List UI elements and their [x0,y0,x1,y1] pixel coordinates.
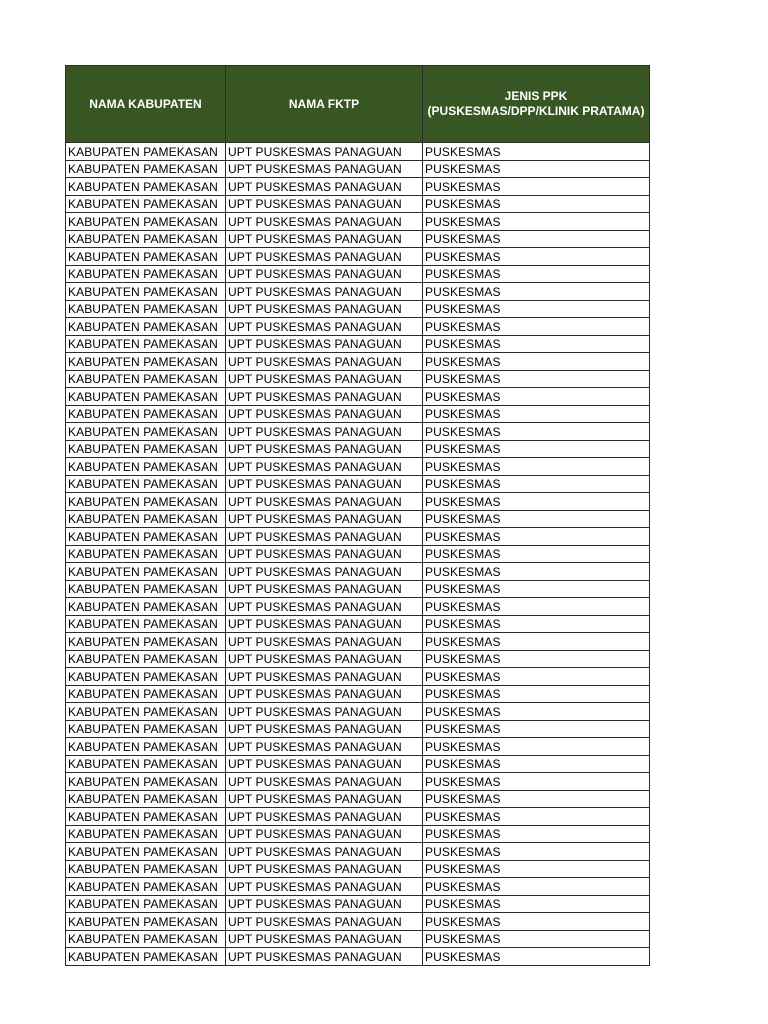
cell-nama-fktp: UPT PUSKESMAS PANAGUAN [226,913,423,931]
cell-nama-kabupaten: KABUPATEN PAMEKASAN [66,563,226,581]
table-row [66,615,650,633]
cell-nama-kabupaten: KABUPATEN PAMEKASAN [66,370,226,388]
data-table [65,65,650,966]
table-row [66,878,650,896]
cell-jenis-ppk: PUSKESMAS [423,388,650,406]
cell-nama-kabupaten: KABUPATEN PAMEKASAN [66,685,226,703]
cell-nama-fktp: UPT PUSKESMAS PANAGUAN [226,283,423,301]
table-row [66,370,650,388]
cell-nama-fktp: UPT PUSKESMAS PANAGUAN [226,510,423,528]
cell-jenis-ppk: PUSKESMAS [423,283,650,301]
cell-nama-fktp: UPT PUSKESMAS PANAGUAN [226,615,423,633]
cell-nama-kabupaten: KABUPATEN PAMEKASAN [66,405,226,423]
table-row [66,545,650,563]
cell-nama-kabupaten: KABUPATEN PAMEKASAN [66,773,226,791]
cell-nama-fktp: UPT PUSKESMAS PANAGUAN [226,493,423,511]
cell-nama-kabupaten: KABUPATEN PAMEKASAN [66,143,226,161]
table-row [66,668,650,686]
table-row [66,773,650,791]
table-row [66,335,650,353]
cell-nama-fktp: UPT PUSKESMAS PANAGUAN [226,370,423,388]
cell-nama-kabupaten: KABUPATEN PAMEKASAN [66,843,226,861]
table-row [66,493,650,511]
cell-jenis-ppk: PUSKESMAS [423,580,650,598]
cell-jenis-ppk: PUSKESMAS [423,300,650,318]
header-nama-fktp-label: NAMA FKTP [288,96,360,111]
cell-nama-fktp: UPT PUSKESMAS PANAGUAN [226,843,423,861]
table-row [66,265,650,283]
cell-jenis-ppk: PUSKESMAS [423,213,650,231]
cell-nama-fktp: UPT PUSKESMAS PANAGUAN [226,755,423,773]
cell-nama-fktp: UPT PUSKESMAS PANAGUAN [226,248,423,266]
cell-nama-fktp: UPT PUSKESMAS PANAGUAN [226,178,423,196]
cell-nama-fktp: UPT PUSKESMAS PANAGUAN [226,300,423,318]
cell-nama-kabupaten: KABUPATEN PAMEKASAN [66,703,226,721]
cell-nama-kabupaten: KABUPATEN PAMEKASAN [66,720,226,738]
cell-nama-kabupaten: KABUPATEN PAMEKASAN [66,440,226,458]
cell-nama-kabupaten: KABUPATEN PAMEKASAN [66,860,226,878]
cell-nama-kabupaten: KABUPATEN PAMEKASAN [66,265,226,283]
cell-nama-kabupaten: KABUPATEN PAMEKASAN [66,633,226,651]
cell-jenis-ppk: PUSKESMAS [423,160,650,178]
table-row [66,650,650,668]
table-row [66,388,650,406]
cell-jenis-ppk: PUSKESMAS [423,563,650,581]
cell-nama-fktp: UPT PUSKESMAS PANAGUAN [226,930,423,948]
cell-nama-kabupaten: KABUPATEN PAMEKASAN [66,895,226,913]
header-jenis-ppk [423,66,650,143]
cell-jenis-ppk: PUSKESMAS [423,843,650,861]
table-row [66,913,650,931]
table-row [66,528,650,546]
cell-jenis-ppk: PUSKESMAS [423,685,650,703]
cell-jenis-ppk: PUSKESMAS [423,948,650,966]
cell-nama-kabupaten: KABUPATEN PAMEKASAN [66,790,226,808]
cell-nama-fktp: UPT PUSKESMAS PANAGUAN [226,143,423,161]
cell-nama-fktp: UPT PUSKESMAS PANAGUAN [226,440,423,458]
table-row [66,510,650,528]
cell-jenis-ppk: PUSKESMAS [423,545,650,563]
table-row [66,195,650,213]
cell-nama-kabupaten: KABUPATEN PAMEKASAN [66,668,226,686]
table-row [66,230,650,248]
cell-nama-fktp: UPT PUSKESMAS PANAGUAN [226,948,423,966]
cell-nama-fktp: UPT PUSKESMAS PANAGUAN [226,720,423,738]
table-row [66,423,650,441]
cell-jenis-ppk: PUSKESMAS [423,790,650,808]
cell-jenis-ppk: PUSKESMAS [423,738,650,756]
cell-nama-kabupaten: KABUPATEN PAMEKASAN [66,423,226,441]
table-row [66,720,650,738]
cell-nama-kabupaten: KABUPATEN PAMEKASAN [66,878,226,896]
cell-nama-fktp: UPT PUSKESMAS PANAGUAN [226,388,423,406]
table-row [66,790,650,808]
cell-nama-fktp: UPT PUSKESMAS PANAGUAN [226,895,423,913]
cell-nama-kabupaten: KABUPATEN PAMEKASAN [66,913,226,931]
cell-jenis-ppk: PUSKESMAS [423,860,650,878]
table-row [66,353,650,371]
cell-nama-fktp: UPT PUSKESMAS PANAGUAN [226,160,423,178]
cell-jenis-ppk: PUSKESMAS [423,773,650,791]
table-row [66,703,650,721]
cell-jenis-ppk: PUSKESMAS [423,510,650,528]
cell-nama-fktp: UPT PUSKESMAS PANAGUAN [226,405,423,423]
cell-nama-fktp: UPT PUSKESMAS PANAGUAN [226,230,423,248]
header-row [66,66,650,143]
table-row [66,440,650,458]
cell-nama-fktp: UPT PUSKESMAS PANAGUAN [226,773,423,791]
cell-nama-fktp: UPT PUSKESMAS PANAGUAN [226,353,423,371]
cell-nama-kabupaten: KABUPATEN PAMEKASAN [66,388,226,406]
cell-nama-fktp: UPT PUSKESMAS PANAGUAN [226,668,423,686]
table-row [66,755,650,773]
table-row [66,475,650,493]
cell-jenis-ppk: PUSKESMAS [423,248,650,266]
cell-nama-kabupaten: KABUPATEN PAMEKASAN [66,545,226,563]
cell-jenis-ppk: PUSKESMAS [423,335,650,353]
cell-nama-fktp: UPT PUSKESMAS PANAGUAN [226,685,423,703]
cell-nama-fktp: UPT PUSKESMAS PANAGUAN [226,335,423,353]
cell-jenis-ppk: PUSKESMAS [423,930,650,948]
cell-nama-fktp: UPT PUSKESMAS PANAGUAN [226,790,423,808]
cell-nama-kabupaten: KABUPATEN PAMEKASAN [66,528,226,546]
cell-nama-kabupaten: KABUPATEN PAMEKASAN [66,178,226,196]
cell-jenis-ppk: PUSKESMAS [423,808,650,826]
cell-nama-fktp: UPT PUSKESMAS PANAGUAN [226,650,423,668]
table-row [66,808,650,826]
cell-nama-kabupaten: KABUPATEN PAMEKASAN [66,213,226,231]
cell-jenis-ppk: PUSKESMAS [423,825,650,843]
cell-jenis-ppk: PUSKESMAS [423,475,650,493]
cell-jenis-ppk: PUSKESMAS [423,633,650,651]
table-row [66,598,650,616]
cell-jenis-ppk: PUSKESMAS [423,230,650,248]
cell-nama-kabupaten: KABUPATEN PAMEKASAN [66,755,226,773]
cell-nama-fktp: UPT PUSKESMAS PANAGUAN [226,265,423,283]
cell-nama-fktp: UPT PUSKESMAS PANAGUAN [226,580,423,598]
cell-nama-fktp: UPT PUSKESMAS PANAGUAN [226,195,423,213]
cell-jenis-ppk: PUSKESMAS [423,895,650,913]
table-row [66,633,650,651]
header-nama-fktp [226,66,423,143]
cell-nama-kabupaten: KABUPATEN PAMEKASAN [66,300,226,318]
cell-nama-kabupaten: KABUPATEN PAMEKASAN [66,808,226,826]
cell-jenis-ppk: PUSKESMAS [423,878,650,896]
cell-jenis-ppk: PUSKESMAS [423,615,650,633]
cell-nama-fktp: UPT PUSKESMAS PANAGUAN [226,458,423,476]
cell-nama-kabupaten: KABUPATEN PAMEKASAN [66,195,226,213]
cell-nama-fktp: UPT PUSKESMAS PANAGUAN [226,545,423,563]
header-jenis-ppk-line1: JENIS PPK [504,89,568,103]
cell-nama-kabupaten: KABUPATEN PAMEKASAN [66,353,226,371]
cell-nama-kabupaten: KABUPATEN PAMEKASAN [66,738,226,756]
table-row [66,405,650,423]
cell-nama-fktp: UPT PUSKESMAS PANAGUAN [226,318,423,336]
cell-nama-fktp: UPT PUSKESMAS PANAGUAN [226,825,423,843]
cell-nama-fktp: UPT PUSKESMAS PANAGUAN [226,633,423,651]
table-row [66,738,650,756]
cell-nama-fktp: UPT PUSKESMAS PANAGUAN [226,808,423,826]
table-row [66,248,650,266]
cell-nama-fktp: UPT PUSKESMAS PANAGUAN [226,738,423,756]
cell-nama-kabupaten: KABUPATEN PAMEKASAN [66,493,226,511]
cell-nama-kabupaten: KABUPATEN PAMEKASAN [66,930,226,948]
cell-nama-fktp: UPT PUSKESMAS PANAGUAN [226,475,423,493]
table-row [66,948,650,966]
cell-jenis-ppk: PUSKESMAS [423,195,650,213]
cell-jenis-ppk: PUSKESMAS [423,405,650,423]
cell-jenis-ppk: PUSKESMAS [423,353,650,371]
table-row [66,283,650,301]
cell-nama-fktp: UPT PUSKESMAS PANAGUAN [226,423,423,441]
table-row [66,178,650,196]
cell-nama-kabupaten: KABUPATEN PAMEKASAN [66,160,226,178]
table-row [66,825,650,843]
cell-jenis-ppk: PUSKESMAS [423,493,650,511]
table-row [66,580,650,598]
table-row [66,685,650,703]
cell-jenis-ppk: PUSKESMAS [423,423,650,441]
cell-jenis-ppk: PUSKESMAS [423,318,650,336]
cell-nama-kabupaten: KABUPATEN PAMEKASAN [66,318,226,336]
table-row [66,318,650,336]
table-row [66,160,650,178]
cell-jenis-ppk: PUSKESMAS [423,440,650,458]
cell-nama-kabupaten: KABUPATEN PAMEKASAN [66,283,226,301]
cell-jenis-ppk: PUSKESMAS [423,755,650,773]
cell-jenis-ppk: PUSKESMAS [423,668,650,686]
cell-nama-kabupaten: KABUPATEN PAMEKASAN [66,475,226,493]
cell-nama-kabupaten: KABUPATEN PAMEKASAN [66,615,226,633]
cell-nama-fktp: UPT PUSKESMAS PANAGUAN [226,213,423,231]
cell-nama-fktp: UPT PUSKESMAS PANAGUAN [226,878,423,896]
table-row [66,843,650,861]
table-body [66,143,650,966]
cell-jenis-ppk: PUSKESMAS [423,458,650,476]
cell-nama-kabupaten: KABUPATEN PAMEKASAN [66,248,226,266]
cell-nama-fktp: UPT PUSKESMAS PANAGUAN [226,528,423,546]
cell-nama-kabupaten: KABUPATEN PAMEKASAN [66,598,226,616]
cell-nama-kabupaten: KABUPATEN PAMEKASAN [66,230,226,248]
cell-jenis-ppk: PUSKESMAS [423,913,650,931]
table-row [66,930,650,948]
cell-nama-kabupaten: KABUPATEN PAMEKASAN [66,458,226,476]
table-row [66,895,650,913]
cell-nama-kabupaten: KABUPATEN PAMEKASAN [66,825,226,843]
cell-nama-fktp: UPT PUSKESMAS PANAGUAN [226,598,423,616]
cell-jenis-ppk: PUSKESMAS [423,143,650,161]
cell-jenis-ppk: PUSKESMAS [423,528,650,546]
table-row [66,213,650,231]
cell-jenis-ppk: PUSKESMAS [423,650,650,668]
table-row [66,860,650,878]
cell-nama-kabupaten: KABUPATEN PAMEKASAN [66,510,226,528]
cell-jenis-ppk: PUSKESMAS [423,265,650,283]
cell-jenis-ppk: PUSKESMAS [423,598,650,616]
table-row [66,458,650,476]
cell-jenis-ppk: PUSKESMAS [423,703,650,721]
cell-jenis-ppk: PUSKESMAS [423,370,650,388]
cell-nama-kabupaten: KABUPATEN PAMEKASAN [66,650,226,668]
cell-nama-kabupaten: KABUPATEN PAMEKASAN [66,335,226,353]
cell-jenis-ppk: PUSKESMAS [423,720,650,738]
cell-nama-kabupaten: KABUPATEN PAMEKASAN [66,580,226,598]
cell-nama-fktp: UPT PUSKESMAS PANAGUAN [226,563,423,581]
cell-jenis-ppk: PUSKESMAS [423,178,650,196]
table-row [66,563,650,581]
cell-nama-kabupaten: KABUPATEN PAMEKASAN [66,948,226,966]
table-row [66,143,650,161]
table-row [66,300,650,318]
table-header [66,66,650,143]
header-nama-kabupaten-label: NAMA KABUPATEN [89,96,202,111]
header-nama-kabupaten [66,66,226,143]
cell-nama-fktp: UPT PUSKESMAS PANAGUAN [226,860,423,878]
header-jenis-ppk-line2: (PUSKESMAS/DPP/KLINIK PRATAMA) [427,104,645,118]
cell-nama-fktp: UPT PUSKESMAS PANAGUAN [226,703,423,721]
